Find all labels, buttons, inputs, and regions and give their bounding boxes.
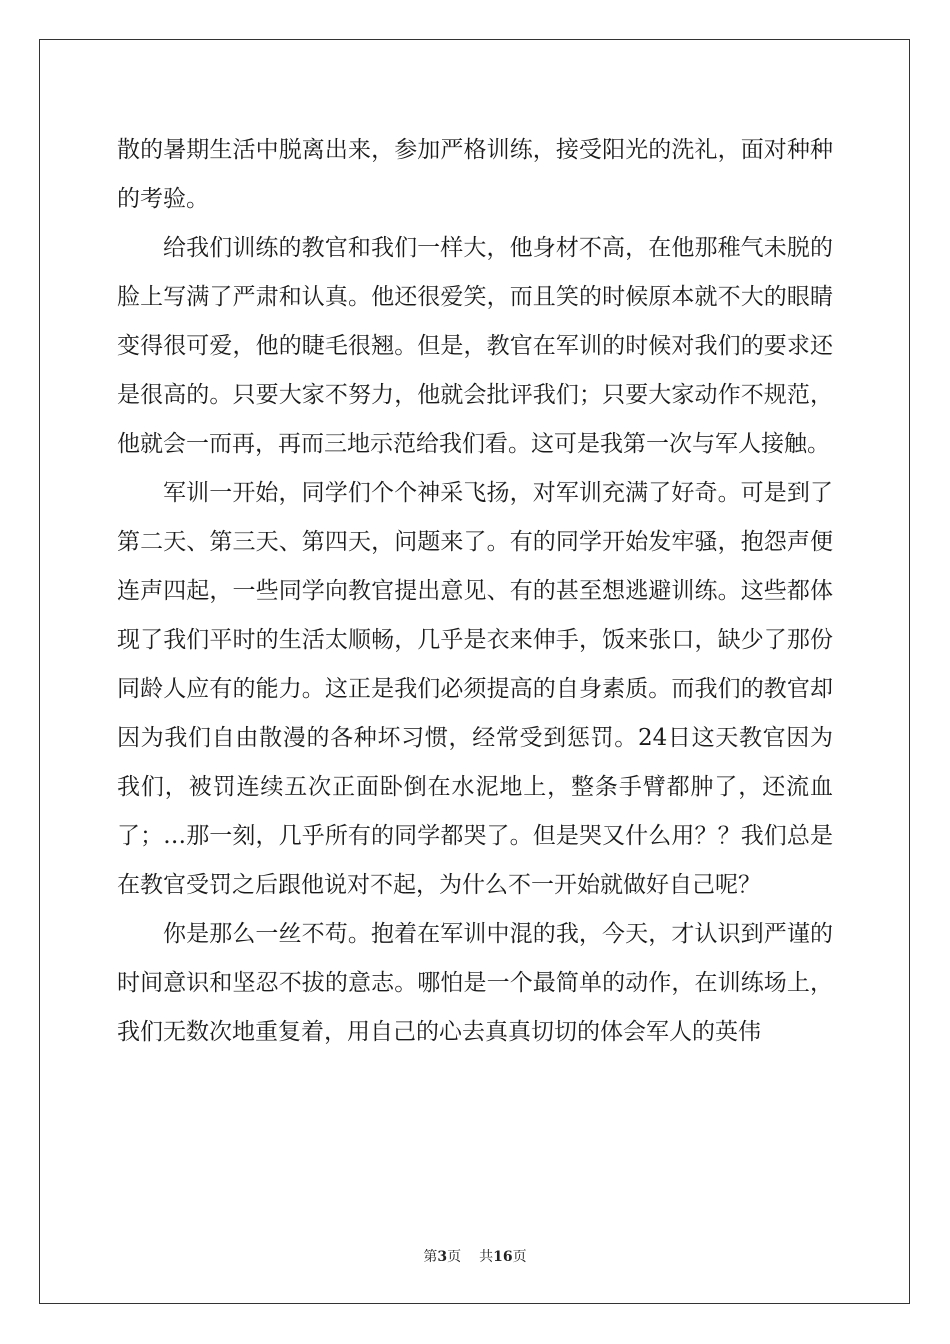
- footer-page-number: 3: [437, 1249, 448, 1265]
- footer-total-pages: 16: [493, 1249, 513, 1265]
- footer-total-suffix: 页: [512, 1249, 527, 1265]
- paragraph-2: 给我们训练的教官和我们一样大，他身材不高，在他那稚气未脱的脸上写满了严肃和认真。他还很爱笑，而且笑的时候原本就不大的眼睛变得很可爱，他的睫毛很翘。但是，教官在军训的时候对我们的要求还是很高的。只要大家不努力，他就会批评我们；只要大家动作不规范，他就会一而再，再而三地示范给我们看。这可是我第一次与军人接触。: [117, 235, 833, 457]
- paragraph-3: 军训一开始，同学们个个神采飞扬，对军训充满了好奇。可是到了第二天、第三天、第四天，问题来了。有的同学开始发牢骚，抱怨声便连声四起，一些同学向教官提出意见、有的甚至想逃避训练。这些都体现了我们平时的生活太顺畅，几乎是衣来伸手，饭来张口，缺少了那份同龄人应有的能力。这正是我们必须提高的自身素质。而我们的教官却因为我们自由散漫的各种坏习惯，经常受到惩罚。24日这天教官因为我们，被罚连续五次正面卧倒在水泥地上，整条手臂都肿了，还流血了；…那一刻，几乎所有的同学都哭了。但是哭又什么用？？我们总是在教官受罚之后跟他说对不起，为什么不一开始就做好自己呢？: [117, 480, 833, 898]
- paragraph-4: 你是那么一丝不苟。抱着在军训中混的我，今天，才认识到严谨的时间意识和坚忍不拔的意志。哪怕是一个最简单的动作，在训练场上，我们无数次地重复着，用自己的心去真真切切的体会军人的英伟: [117, 921, 833, 1045]
- footer-page-prefix: 第: [423, 1249, 438, 1265]
- paragraph-1: 散的暑期生活中脱离出来，参加严格训练，接受阳光的洗礼，面对种种的考验。: [117, 137, 833, 212]
- document-body: [117, 126, 833, 1057]
- footer-page-suffix: 页: [447, 1249, 462, 1265]
- page-footer: [0, 1246, 950, 1266]
- footer-total-prefix: 共: [479, 1249, 494, 1265]
